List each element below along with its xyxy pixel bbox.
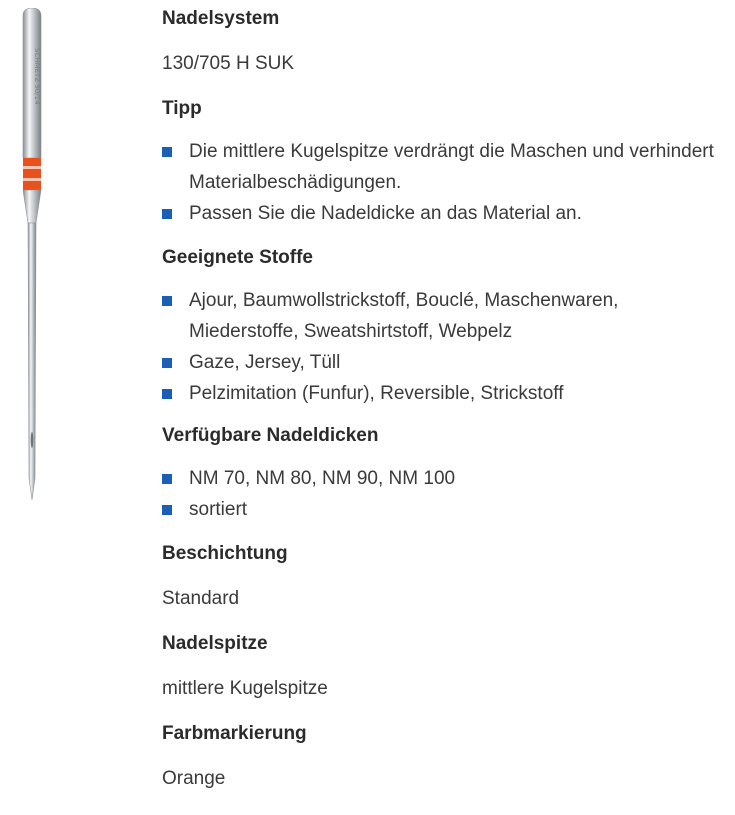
bullet-icon (162, 505, 172, 515)
list-nadeldicken (162, 463, 722, 525)
value-beschichtung: Standard (162, 588, 240, 609)
list-item: Gaze, Jersey, Tüll (162, 347, 722, 378)
list-tipp (162, 136, 722, 229)
list-geeignete-stoffe (162, 285, 722, 409)
heading-nadelspitze: Nadelspitze (162, 633, 268, 654)
bullet-icon (162, 474, 172, 484)
list-item: Ajour, Baumwollstrickstoff, Bouclé, Maschenwaren, Miederstoffe, Sweatshirtstoff, Webpelz (162, 285, 722, 347)
heading-beschichtung: Beschichtung (162, 543, 288, 564)
bullet-icon (162, 147, 172, 157)
list-item: NM 70, NM 80, NM 90, NM 100 (162, 463, 722, 494)
heading-tipp: Tipp (162, 98, 202, 119)
list-item: Die mittlere Kugelspitze verdrängt die Maschen und verhindert Materialbeschädigungen. (162, 136, 722, 198)
list-item: Passen Sie die Nadeldicke an das Material an. (162, 198, 722, 229)
heading-geeignete-stoffe: Geeignete Stoffe (162, 247, 313, 268)
bullet-icon (162, 209, 172, 219)
value-nadelspitze: mittlere Kugelspitze (162, 678, 328, 699)
value-farbmarkierung: Orange (162, 768, 226, 789)
bullet-icon (162, 389, 172, 399)
product-details (162, 6, 722, 792)
heading-nadelsystem: Nadelsystem (162, 8, 280, 29)
value-nadelsystem: 130/705 H SUK (162, 53, 295, 74)
heading-nadeldicken: Verfügbare Nadeldicken (162, 425, 379, 446)
heading-farbmarkierung: Farbmarkierung (162, 723, 307, 744)
bullet-icon (162, 358, 172, 368)
bullet-icon (162, 296, 172, 306)
list-item: Pelzimitation (Funfur), Reversible, Strickstoff (162, 378, 722, 409)
svg-text:SCHMETZ 90/14: SCHMETZ 90/14 (33, 48, 41, 105)
list-item: sortiert (162, 494, 722, 525)
sewing-needle-icon (14, 8, 50, 500)
